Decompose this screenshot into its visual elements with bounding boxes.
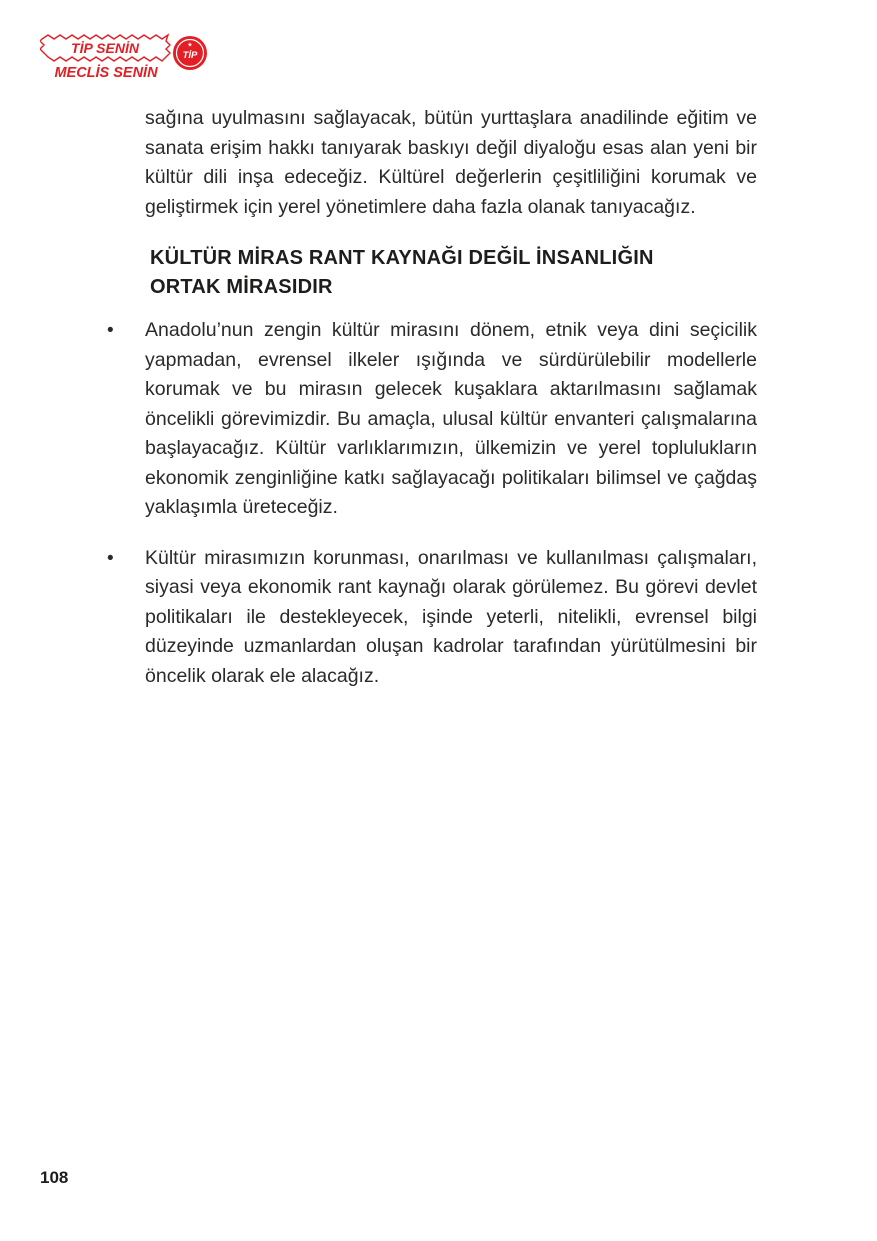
section-heading-line2: ORTAK MİRASIDIR <box>150 276 333 298</box>
bullet-text: Anadolu’nun zengin kültür mirasını dönem, etnik veya dini seçicilik yapmadan, evrensel ilkeler ışığında ve sürdürülebilir modellerle korumak ve bu mirasın gelecek kuşaklara aktarılmasını sağlamak öncelikli görevimizdir. Bu amaçla, ulusal kültür envanteri çalışmalarına başlayacağız. Kültür varlıklarımızın, ülkemizin ve yerel toplulukların ekonomik zenginliğine katkı sağlayacağı politikaları bilimsel ve çağdaş yaklaşımla üreteceğiz. <box>145 319 757 518</box>
badge-star-icon: ★ <box>187 42 193 49</box>
page-content <box>107 104 757 712</box>
party-logo <box>40 33 220 87</box>
list-item <box>107 316 757 523</box>
party-logo-graphic <box>40 33 220 87</box>
bullet-marker-icon: • <box>107 320 114 341</box>
bullet-marker-icon: • <box>107 547 114 569</box>
page-number: 108 <box>40 1168 69 1187</box>
logo-text-line1: TİP SENİN <box>71 40 139 56</box>
logo-text-line2: MECLİS SENİN <box>54 65 158 81</box>
bullet-list <box>107 316 757 691</box>
intro-paragraph: sağına uyulmasını sağlayacak, bütün yurttaşlara anadilinde eğitim ve sanata erişim hakkı tanıyarak baskıyı değil diyaloğu esas alan yeni bir kültür dili inşa edeceğiz. Kültürel değerlerin çeşitliliğini korumak ve geliştirmek için yerel yönetimlere daha fazla olanak tanıyacağız. <box>145 107 757 218</box>
section-heading <box>145 244 757 302</box>
section-heading-line1: KÜLTÜR MİRAS RANT KAYNAĞI DEĞİL İNSANLIĞIN <box>150 247 654 269</box>
badge-label: TİP <box>182 50 198 61</box>
list-item <box>107 544 757 692</box>
tip-badge-icon <box>173 36 207 70</box>
bullet-text: Kültür mirasımızın korunması, onarılması ve kullanılması çalışmaları, siyasi veya ekonomik rant kaynağı olarak görülemez. Bu görevi devlet politikaları ile destekleyecek, işinde yeterli, nitelikli, evrensel bilgi düzeyinde uzmanlardan oluşan kadrolar tarafından yürütülmesini bir öncelik olarak ele alacağız. <box>145 546 757 687</box>
